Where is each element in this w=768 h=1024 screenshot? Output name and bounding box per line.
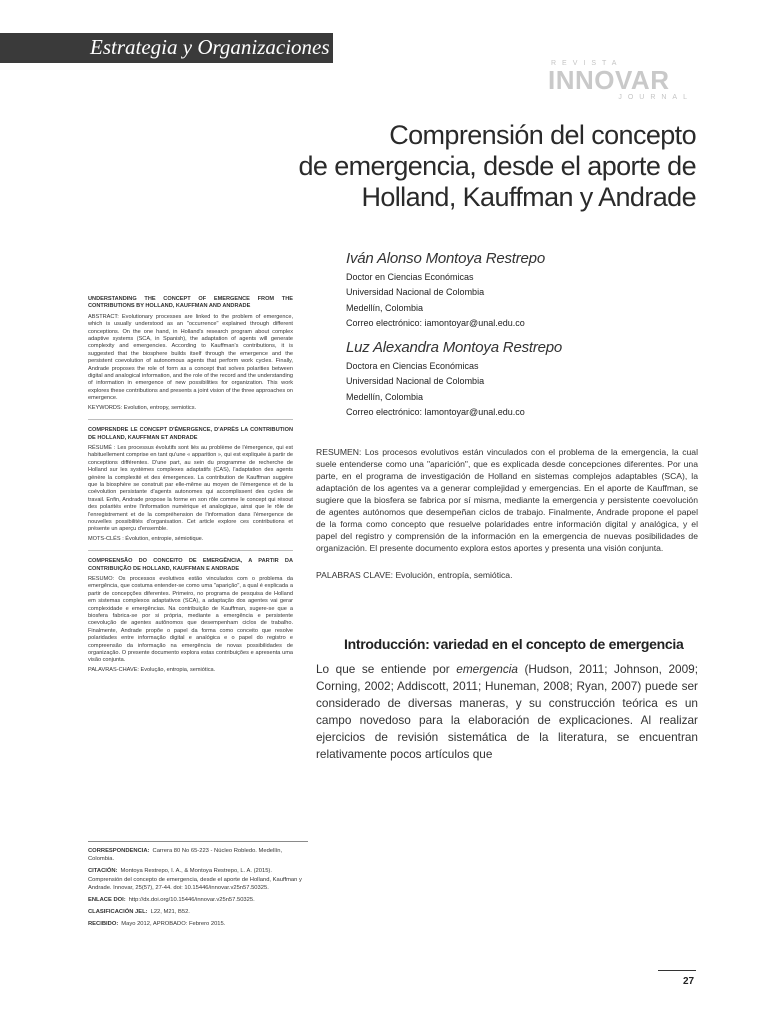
footnote-text: Montoya Restrepo, I. A., & Montoya Restrepo, L. A. (2015). Comprensión del concepto de emergencia, desde el aporte de Holland, Kauffman y Andrade. Innovar, 25(57), 27-44. doi: 10.15446/innovar.v25n57.50325. bbox=[88, 868, 302, 891]
abstract-title: COMPREENSÃO DO CONCEITO DE EMERGÊNCIA, A PARTIR DA CONTRIBUIÇÃO DE HOLLAND, KAUFFMAN E ANDRADE bbox=[88, 558, 293, 572]
footnote-correspondence bbox=[88, 847, 308, 863]
footnote-label: CORRESPONDENCIA: bbox=[88, 848, 150, 854]
footnotes bbox=[88, 847, 308, 933]
footnote-label: RECIBIDO: bbox=[88, 921, 119, 928]
author-block bbox=[346, 250, 545, 331]
abstract-body: RESUMO: Os processos evolutivos estão vinculados com o problema da emergência, que costuma entender-se como uma "aparição", a qual é explicada a partir de concepções diferentes. Primeiro, no programa de pesquisa de Holland em sistemas complexos adaptativos (SCA), a adaptação dos agentes vai gerar complexidade e emergências. Na contribuição de Kauffman, sugere-se que a biosfera fabrica-se por si própria, mediante a emergência e persistente coevolução de agentes autônomos que desempenham ciclos de trabalho. Finalmente, Andrade propõe o papel da forma como conceito que resolve polaridades entre informação digital e analógica e o papel do registro e compreensão da informação na emergência de novas possibilidades de organização. O presente documento explora estas contribuições e apresenta uma visão conjunta. bbox=[88, 576, 293, 664]
abstract-portuguese bbox=[88, 558, 293, 674]
author-email[interactable]: Correo electrónico: iamontoyar@unal.edu.co bbox=[346, 317, 525, 328]
author-affiliation: Universidad Nacional de Colombia bbox=[346, 287, 485, 298]
abstract-divider bbox=[88, 419, 293, 420]
abstract-title: UNDERSTANDING THE CONCEPT OF EMERGENCE FROM THE CONTRIBUTIONS BY HOLLAND, KAUFFMAN AND ANDRADE bbox=[88, 296, 293, 310]
footnote-text: L22, M21, B52. bbox=[150, 909, 190, 916]
article-title bbox=[256, 120, 696, 213]
section-title: Estrategia y Organizaciones bbox=[90, 35, 330, 59]
intro-paragraph bbox=[316, 661, 698, 763]
footnote-rule bbox=[88, 841, 308, 842]
title-line: Holland, Kauffman y Andrade bbox=[361, 182, 696, 212]
footnote-doi bbox=[88, 896, 308, 904]
footnote-label: CITACIÓN: bbox=[88, 868, 118, 875]
footnote-text: Mayo 2012, APROBADO: Febrero 2015. bbox=[121, 921, 226, 928]
page-number: 27 bbox=[683, 976, 695, 987]
section-header-bar bbox=[0, 33, 333, 63]
footnote-dates bbox=[88, 920, 308, 928]
logo-top-text: REVISTA bbox=[551, 60, 623, 67]
abstract-french bbox=[88, 427, 293, 543]
intro-lead: Lo que se entiende por bbox=[316, 662, 457, 676]
abstract-title: COMPRENDRE LE CONCEPT D'ÉMERGENCE, D'APRÈS LA CONTRIBUTION DE HOLLAND, KAUFFMAN ET ANDRADE bbox=[88, 427, 293, 441]
title-line: Comprensión del concepto bbox=[389, 120, 696, 150]
journal-logo bbox=[548, 60, 693, 104]
author-block bbox=[346, 339, 562, 420]
doi-link[interactable]: http://dx.doi.org/10.15446/innovar.v25n57.50325. bbox=[128, 897, 255, 904]
page-number-rule bbox=[658, 970, 696, 971]
spanish-keywords: PALABRAS CLAVE: Evolución, entropía, semiótica. bbox=[316, 570, 513, 580]
abstract-body: RÉSUMÉ : Les processus évolutifs sont liés au problème de l'émergence, qui est habituellement comprise en tant qu'une « apparition », qui est expliquée à partir de conceptions différentes. D'une part, au sein du programme de recherche de Holland sur les systèmes complexes adaptatifs (CAS), l'adaptation des agents génère la complexité et des émergences. La contribution de Kauffman suggère que la biosphère se construit par elle-même au moyen de l'émergence et de la coévolution persistante d'agents autonomes qui accomplissent des cycles de travail. Enfin, Andrade propose la forme en son rôle comme le concept qui résout des polarités entre l'information numérique et analogique, ainsi que le rôle de l'enregistrement et de la compréhension de l'information dans l'émergence de nouvelles possibilités d'organisation. Cet article explore ces contributions et présente un aperçu d'ensemble. bbox=[88, 444, 293, 533]
author-name: Iván Alonso Montoya Restrepo bbox=[346, 250, 545, 267]
abstract-keywords: MOTS-CLÉS : Évolution, entropie, sémiotique. bbox=[88, 535, 204, 542]
section-heading: Introducción: variedad en el concepto de emergencia bbox=[344, 636, 684, 652]
spanish-abstract: RESUMEN: Los procesos evolutivos están vinculados con el problema de la emergencia, la cual suele entenderse como una "aparición", que es explicada desde concepciones diferentes. Por una parte, en el programa de investigación de Holland en sistemas complejos adaptables (SCA), la adaptación de los agentes va a generar complejidad y emergencias. En el aporte de Kauffman, se sugiere que la biosfera se fabrica por sí misma, mediante la emergencia y persistente coevolución de agentes autónomos que desempeñan ciclos de trabajo. Finalmente, Andrade propone el papel de la forma como concepto que resuelve polaridades entre información digital y analógica, y el papel del registro y comprensión de la información en la emergencia de nuevas posibilidades de organización. El presente documento explora estos aportes y presenta una visión conjunta. bbox=[316, 447, 698, 553]
author-location: Medellín, Colombia bbox=[346, 391, 424, 402]
intro-emphasis: emergencia bbox=[456, 662, 518, 676]
author-affiliation: Universidad Nacional de Colombia bbox=[346, 376, 485, 387]
abstract-keywords: KEYWORDS: Evolution, entropy, semiotics. bbox=[88, 404, 197, 411]
logo-main-text: INNOVAR bbox=[548, 65, 670, 95]
title-line: de emergencia, desde el aporte de bbox=[298, 151, 696, 181]
logo-bottom-text: JOURNAL bbox=[618, 94, 693, 101]
abstract-divider bbox=[88, 550, 293, 551]
abstract-keywords: PALAVRAS-CHAVE: Evolução, entropia, semiótica. bbox=[88, 666, 216, 673]
author-location: Medellín, Colombia bbox=[346, 302, 424, 313]
author-degree: Doctora en Ciencias Económicas bbox=[346, 361, 479, 371]
footnote-jel bbox=[88, 908, 308, 916]
author-degree: Doctor en Ciencias Económicas bbox=[346, 272, 474, 282]
footnote-citation bbox=[88, 867, 308, 892]
abstract-body: ABSTRACT: Evolutionary processes are linked to the problem of emergence, which is usually understood as an "occurrence" explained through different conceptions. On the one hand, in Holland's research program about complex adaptive systems (SCA, in Spanish), the adaptation of agents will generate complexity and emergencies. According to Kauffman's contributions, it is suggested that the biosphere builds itself through the emergence and the persistent coevolution of autonomous agents that perform work cycles. Finally, Andrade proposes the role of form as a concept that solves polarities between digital and analogical information, and the role of the record and the understanding of information in emergence of new possibilities for organization. This work explores these contributions and presents a joint vision of the three approaches on emergence. bbox=[88, 313, 293, 402]
author-email[interactable]: Correo electrónico: lamontoyar@unal.edu.co bbox=[346, 406, 525, 417]
footnote-label: CLASIFICACIÓN JEL: bbox=[88, 909, 148, 916]
author-name: Luz Alexandra Montoya Restrepo bbox=[346, 339, 563, 356]
footnote-label: ENLACE DOI: bbox=[88, 897, 126, 904]
intro-text: (Hudson, 2011; Johnson, 2009; Corning, 2002; Addiscott, 2011; Huneman, 2008; Ryan, 2007) puede ser considerado de diversas maneras, y su construcción teórica es un campo novedoso para la elaboración de explicaciones. Al realizar ejercicios de revisión sistemática de la literatura, se encuentran relativamente pocos artículos que bbox=[316, 662, 698, 761]
abstract-english bbox=[88, 296, 293, 412]
footnote-text: Carrera 80 No 65-223 - Núcleo Robledo. Medellín, Colombia. bbox=[88, 848, 283, 863]
abstracts-column bbox=[88, 296, 293, 678]
